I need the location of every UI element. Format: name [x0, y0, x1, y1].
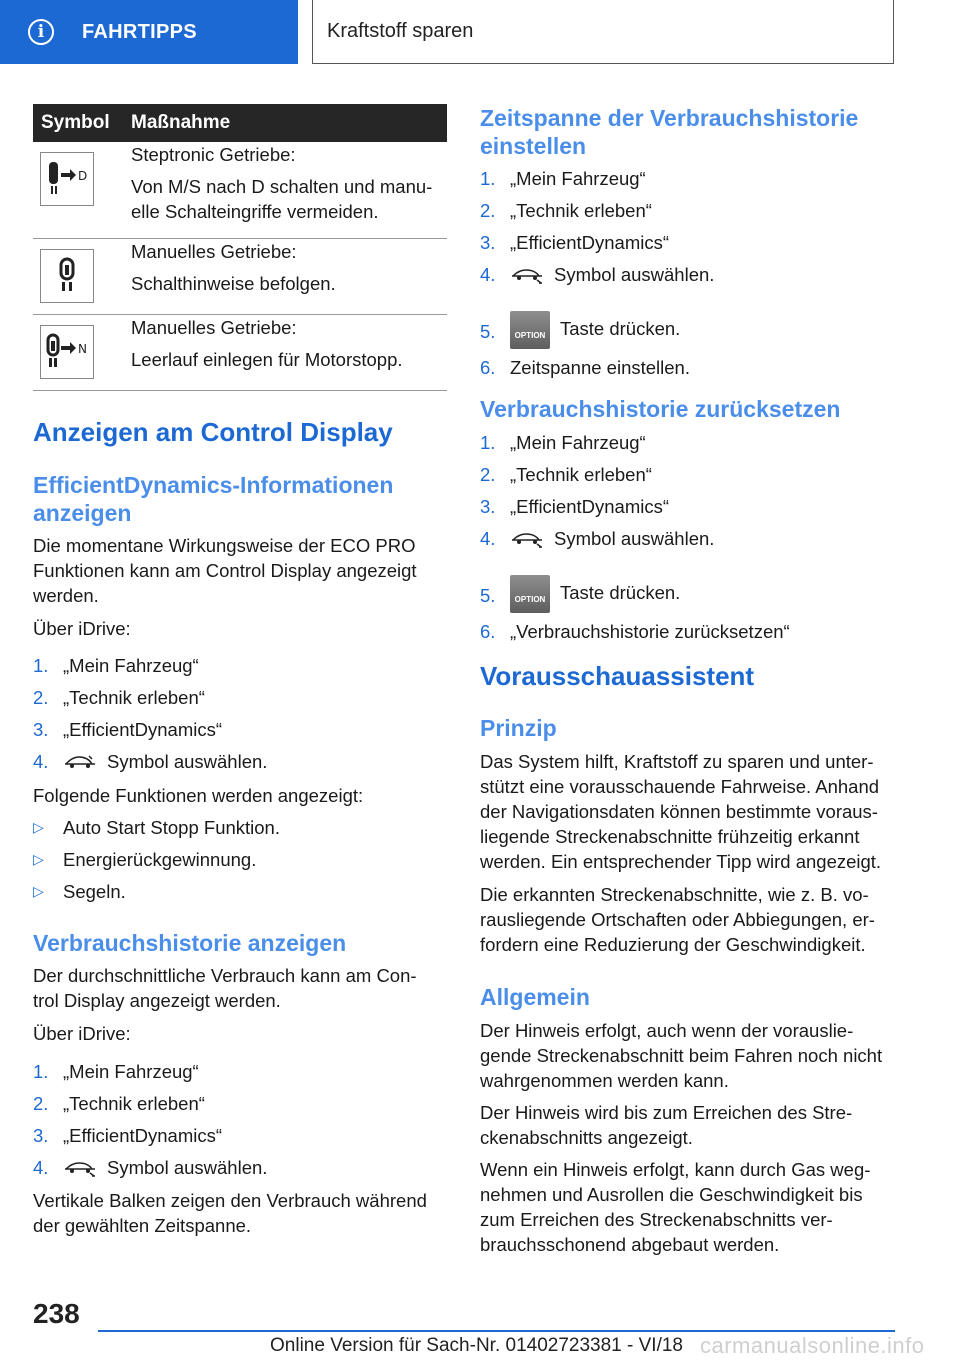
option-key-icon: OPTION — [510, 575, 550, 613]
table-row — [33, 238, 447, 314]
paragraph-history: Der durchschnittliche Verbrauch kann am Con- trol Display angezeigt werden. — [33, 965, 417, 1011]
via-idrive-label: Über iDrive: — [33, 1023, 131, 1044]
online-version-text: Online Version für Sach-Nr. 01402723381 - VI/18 — [270, 1335, 683, 1356]
svg-text:N: N — [78, 341, 87, 356]
paragraph-principle-1: Das System hilft, Kraftstoff zu sparen und unter- stützt eine vorausschauende Fahrweise. Anhand der Navigationsdaten können bestimmte voraus- liegende Streckenabschnitte frühzeitig erkannt werden. Ein entsprechender Tipp wird angezeigt. — [480, 751, 882, 872]
row-type: Manuelles Getriebe: — [131, 316, 297, 338]
list-item: 1. „Mein Fahrzeug“ — [33, 655, 199, 676]
via-idrive-label: Über iDrive: — [33, 618, 131, 639]
list-item: 1. „Mein Fahrzeug“ — [33, 1061, 199, 1082]
option-key-icon: OPTION — [510, 311, 550, 349]
list-item: 2. „Technik erleben“ — [480, 200, 652, 221]
row-type: Steptronic Getriebe: — [131, 144, 296, 165]
heading-predictive-assistant: Vorausschauassistent — [480, 661, 755, 691]
heading-general: Allgemein — [480, 984, 590, 1010]
watermark: carmanualsonline.info — [700, 1333, 925, 1358]
car-consumption-icon — [63, 1160, 97, 1178]
row-action: Leerlauf einlegen für Motorstopp. — [131, 348, 403, 370]
list-item: 4. Symbol auswählen. — [33, 1157, 268, 1178]
paragraph-efficientdynamics: Die momentane Wirkungsweise der ECO PRO Funktionen kann am Control Display angezeigt werden. — [33, 535, 417, 606]
list-item: 3. „EfficientDynamics“ — [480, 496, 670, 517]
list-item: 5. OPTION Taste drücken. — [480, 311, 900, 343]
paragraph-general-3: Wenn ein Hinweis erfolgt, kann durch Gas weg- nehmen und Ausrollen die Geschwindigkeit bis zum Erreichen des Streckenabschnitts ver- brauchsschonend abgebaut werden. — [480, 1159, 871, 1255]
paragraph-general-1: Der Hinweis erfolgt, auch wenn der vorauslie- gende Streckenabschnitt beim Fahren noch nicht wahrgenommen werden kann. — [480, 1020, 883, 1091]
list-item: 6. Zeitspanne einstellen. — [480, 357, 690, 378]
paragraph-general-2: Der Hinweis wird bis zum Erreichen des Stre- ckenabschnitts angezeigt. — [480, 1102, 853, 1148]
list-item: 4. Symbol auswählen. — [480, 528, 715, 549]
steps-history — [33, 1059, 447, 1187]
list-item: 5. OPTION Taste drücken. — [480, 575, 900, 607]
heading-efficientdynamics: EfficientDynamics-Informationen anzeigen — [33, 472, 394, 526]
car-consumption-icon — [510, 531, 544, 549]
table-row — [33, 314, 447, 390]
section-label: FAHRTIPPS — [82, 20, 197, 43]
list-item: 1. „Mein Fahrzeug“ — [480, 432, 646, 453]
table-row — [33, 142, 447, 238]
gear-lever-n-icon — [40, 325, 94, 379]
list-item: 4. Symbol auswählen. — [480, 264, 715, 285]
car-eco-icon — [63, 754, 97, 772]
page-header — [0, 0, 960, 66]
list-item: 1. „Mein Fahrzeug“ — [480, 168, 646, 189]
gear-lever-manual-icon — [40, 249, 94, 303]
heading-principle: Prinzip — [480, 715, 557, 741]
list-item: 2. „Technik erleben“ — [33, 687, 205, 708]
list-item: 3. „EfficientDynamics“ — [480, 232, 670, 253]
col-header-symbol: Symbol — [33, 104, 131, 142]
functions-intro: Folgende Funktionen werden angezeigt: — [33, 785, 364, 806]
list-item: 3. „EfficientDynamics“ — [33, 719, 223, 740]
svg-text:D: D — [78, 169, 88, 183]
functions-list — [33, 815, 447, 911]
list-item: 2. „Technik erleben“ — [480, 464, 652, 485]
topic-title: Kraftstoff sparen — [312, 0, 894, 64]
list-item: ▷ Auto Start Stopp Funktion. — [33, 817, 280, 838]
heading-control-display: Anzeigen am Control Display — [33, 417, 393, 447]
list-item: 4. Symbol auswählen. — [33, 751, 268, 772]
row-action: Von M/S nach D schalten und manu- elle Schalteingriffe vermeiden. — [131, 176, 433, 222]
info-icon: i — [28, 19, 54, 45]
section-tab — [0, 0, 298, 64]
col-header-action: Maßnahme — [131, 104, 447, 142]
paragraph-principle-2: Die erkannten Streckenabschnitte, wie z. B. vo- rausliegende Ortschaften oder Abbiegungen, er- fordern eine Reduzierung der Geschwindigkeit. — [480, 884, 875, 955]
steps-reset-history — [480, 430, 900, 651]
car-consumption-icon — [510, 267, 544, 285]
heading-history: Verbrauchshistorie anzeigen — [33, 930, 347, 956]
list-item: ▷ Energierückgewinnung. — [33, 849, 257, 870]
row-action: Schalthinweise befolgen. — [131, 272, 336, 294]
list-item: 2. „Technik erleben“ — [33, 1093, 205, 1114]
list-item: 3. „EfficientDynamics“ — [33, 1125, 223, 1146]
footer-divider — [98, 1330, 895, 1332]
list-item: 6. „Verbrauchshistorie zurücksetzen“ — [480, 621, 790, 642]
paragraph-bars: Vertikale Balken zeigen den Verbrauch während der gewählten Zeitspanne. — [33, 1190, 427, 1236]
heading-reset-history: Verbrauchshistorie zurücksetzen — [480, 396, 841, 422]
list-item: ▷ Segeln. — [33, 881, 126, 902]
page-number: 238 — [33, 1298, 80, 1329]
steps-set-timespan — [480, 166, 900, 387]
row-type: Manuelles Getriebe: — [131, 240, 297, 262]
heading-set-timespan: Zeitspanne der Verbrauchshistorie einstellen — [480, 105, 859, 159]
gear-lever-d-icon — [40, 152, 94, 206]
symbol-table — [33, 104, 447, 391]
steps-efficientdynamics — [33, 653, 447, 781]
